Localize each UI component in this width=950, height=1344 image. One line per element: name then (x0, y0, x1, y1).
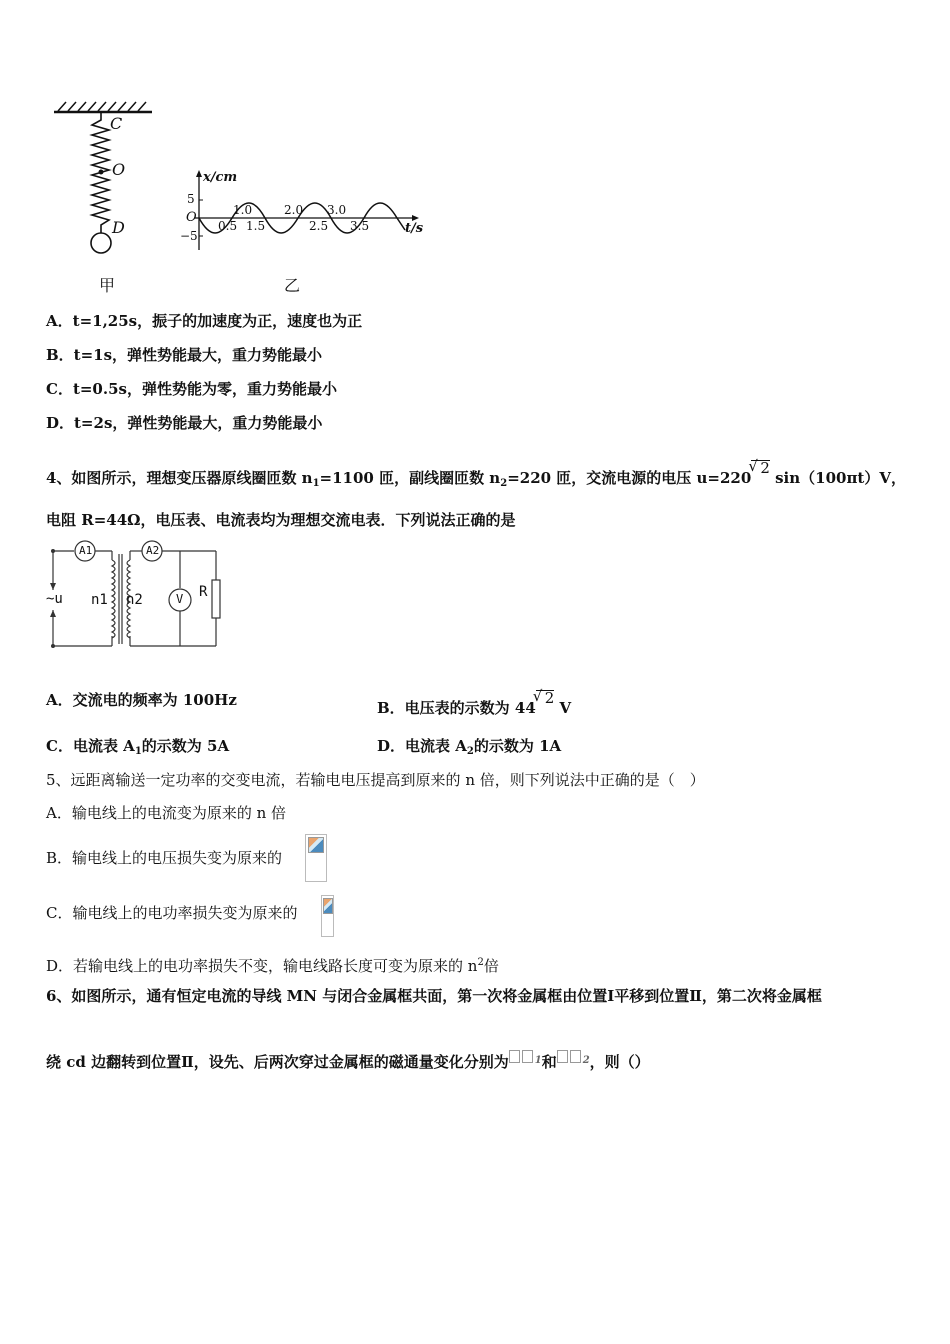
q4-option-a: A．交流电的频率为 100Hz (46, 691, 237, 709)
graph-ytick-5: 5 (187, 192, 195, 206)
missing-glyph-icon (522, 1050, 533, 1063)
q5-option-b: B．输电线上的电压损失变为原来的 (46, 849, 283, 867)
ammeter-a2-label: A2 (146, 544, 160, 557)
q4-stem-line1: 4、如图所示，理想变压器原线圈匝数 $n_1=1100$ 匝，副线圈匝数 $n_2=220$ 匝，交流电源的电压 u=220√ 2 sin（100πt）V， (46, 460, 906, 494)
broken-image-icon (305, 834, 327, 886)
q6-stem-line1: 6、如图所示，通有恒定电流的导线 MN 与闭合金属框共面，第一次将金属框由位置Ⅰ平移到位置Ⅱ，第二次将金属框 (46, 987, 822, 1005)
n2-label: n2 (126, 592, 143, 608)
q3-option-a: A．t=1,25s，振子的加速度为正，速度也为正 (46, 312, 363, 330)
q4-option-c: C．电流表 $A_1$的示数为 5A (46, 737, 230, 757)
q5-option-d: D．若输电线上的电功率损失不变，输电线路长度可变为原来的 $n^2$倍 (46, 957, 499, 975)
ammeter-a1-label: A1 (79, 544, 93, 557)
spring-label-c: C (110, 114, 123, 133)
graph-ylabel: x/cm (203, 170, 238, 185)
graph-xtick-0.5: 0.5 (218, 219, 238, 233)
q5-option-a: A．输电线上的电流变为原来的 n 倍 (46, 804, 287, 822)
n1-label: n1 (91, 592, 108, 608)
q5-option-c: C．输电线上的电功率损失变为原来的 (46, 904, 298, 922)
voltmeter-label: V (176, 592, 184, 606)
resistor-label: R (199, 584, 208, 600)
source-u-label: ~u (46, 591, 63, 607)
graph-xtick-3.0: 3.0 (327, 203, 347, 217)
q6-stem-line2: 绕 cd 边翻转到位置Ⅱ，设先、后两次穿过金属框的磁通量变化分别为 $^1$和 $^2$，则（） (46, 1050, 650, 1072)
graph-xtick-3.5: 3.5 (350, 219, 370, 233)
q3-option-d: D．t=2s，弹性势能最大，重力势能最小 (46, 414, 323, 432)
graph-caption: 乙 (284, 276, 301, 295)
graph-origin: O (186, 210, 197, 225)
q5-stem: 5、远距离输送一定功率的交变电流，若输电电压提高到原来的 n 倍，则下列说法中正确的是（ ） (46, 771, 705, 789)
graph-xtick-2.5: 2.5 (309, 219, 329, 233)
graph-xlabel: t/s (405, 221, 424, 236)
graph-ytick-neg5: −5 (180, 229, 198, 243)
missing-glyph-icon (509, 1050, 520, 1063)
spring-figure (48, 98, 158, 268)
broken-image-icon (321, 895, 334, 941)
q4-option-d: D．电流表 $A_2$的示数为 1A (377, 737, 562, 757)
graph-xtick-1.0: 1.0 (233, 203, 253, 217)
q4-option-b: B．电压表的示数为 44√ 2 V (377, 690, 571, 718)
graph-xtick-2.0: 2.0 (284, 203, 304, 217)
sqrt-symbol: √ 2 (751, 460, 770, 476)
spring-label-d: D (112, 218, 125, 237)
spring-caption: 甲 (99, 276, 116, 295)
spring-label-o: O (112, 160, 126, 179)
missing-glyph-icon (557, 1050, 568, 1063)
graph-xtick-1.5: 1.5 (246, 219, 266, 233)
missing-glyph-icon (570, 1050, 581, 1063)
q3-option-c: C．t=0.5s，弹性势能为零，重力势能最小 (46, 380, 337, 398)
q4-stem-line2: 电阻 R=44Ω，电压表、电流表均为理想交流电表．下列说法正确的是 (46, 511, 516, 529)
sqrt-symbol: √ 2 (536, 690, 555, 706)
q3-option-b: B．t=1s，弹性势能最大，重力势能最小 (46, 346, 323, 364)
